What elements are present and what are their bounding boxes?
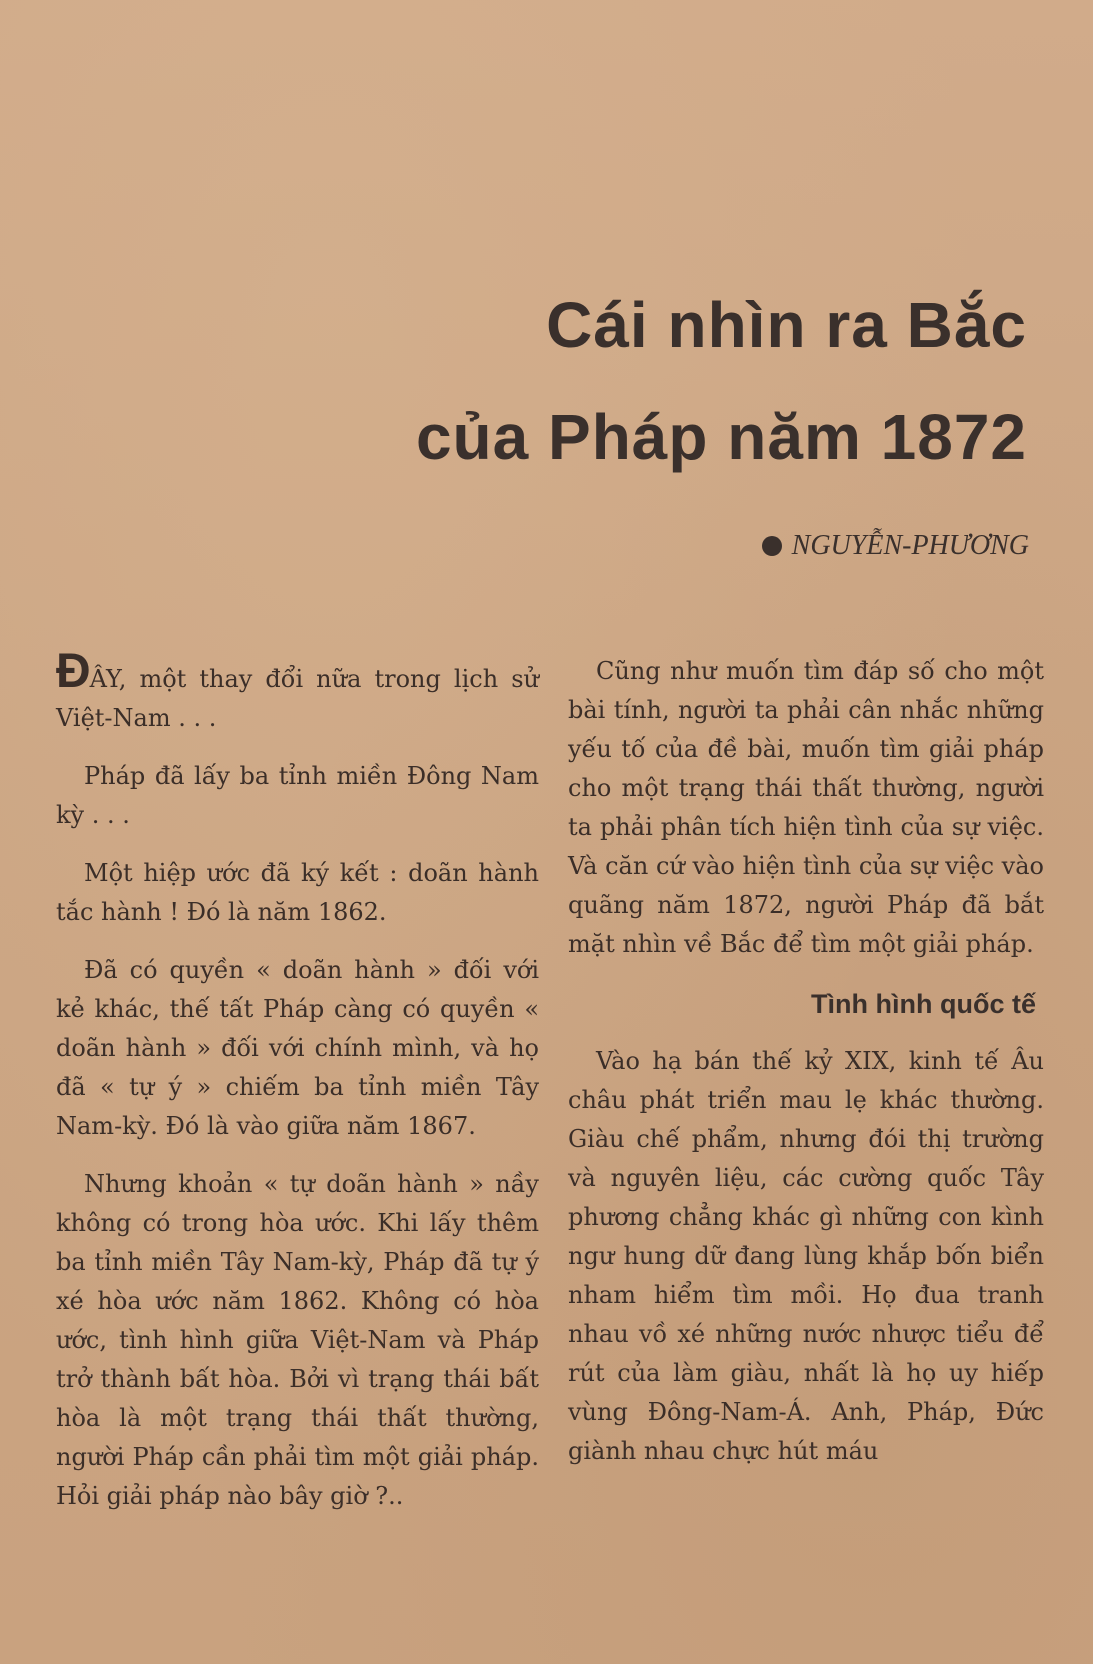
right-text-column: [568, 652, 1044, 1490]
paragraph: Vào hạ bán thế kỷ XIX, kinh tế Âu châu phát triển mau lẹ khác thường. Giàu chế phẩm, nhưng đói thị trường và nguyên liệu, các cường quốc Tây phương chẳng khác gì những con kình ngư hung dữ đang lùng khắp bốn biển nham hiểm tìm mồi. Họ đua tranh nhau vồ xé những nước nhược tiểu để rút của làm giàu, nhất là họ uy hiếp vùng Đông-Nam-Á. Anh, Pháp, Đức giành nhau chực hút máu: [568, 1047, 1044, 1465]
article-title-line-2: của Pháp năm 1872: [415, 401, 1027, 473]
drop-cap: Đ: [56, 645, 90, 698]
author-byline: [762, 530, 1029, 562]
section-heading: Tình hình quốc tế: [811, 989, 1036, 1019]
article-title-line-1: Cái nhìn ra Bắc: [546, 289, 1027, 361]
author-name: NGUYỄN-PHƯƠNG: [791, 530, 1029, 561]
opening-paragraph: [56, 645, 539, 738]
paragraph: Đã có quyền « doãn hành » đối với kẻ khác, thế tất Pháp càng có quyền « doãn hành » đối với chính mình, và họ đã « tự ý » chiếm ba tỉnh miền Tây Nam-kỳ. Đó là vào giữa năm 1867.: [56, 956, 539, 1140]
paragraph: Một hiệp ước đã ký kết : doãn hành tắc hành ! Đó là năm 1862.: [56, 859, 539, 926]
opening-text: ÂY, một thay đổi nữa trong lịch sử Việt-Nam . . .: [56, 665, 539, 732]
bullet-icon: [762, 536, 782, 556]
paragraph: Nhưng khoản « tự doãn hành » nầy không có trong hòa ước. Khi lấy thêm ba tỉnh miền Tây Nam-kỳ, Pháp đã tự ý xé hòa ước năm 1862. Không có hòa ước, tình hình giữa Việt-Nam và Pháp trở thành bất hòa. Bởi vì trạng thái bất hòa là một trạng thái thất thường, người Pháp cần phải tìm một giải pháp. Hỏi giải pháp nào bây giờ ?..: [56, 1170, 539, 1510]
paragraph: Cũng như muốn tìm đáp số cho một bài tính, người ta phải cân nhắc những yếu tố của đề bài, muốn tìm giải pháp cho một trạng thái thất thường, người ta phải phân tích hiện tình của sự việc. Và căn cứ vào hiện tình của sự việc vào quãng năm 1872, người Pháp đã bắt mặt nhìn về Bắc để tìm một giải pháp.: [568, 657, 1044, 958]
left-text-column: [56, 645, 539, 1535]
paragraph: Pháp đã lấy ba tỉnh miền Đông Nam kỳ . . .: [56, 762, 539, 829]
